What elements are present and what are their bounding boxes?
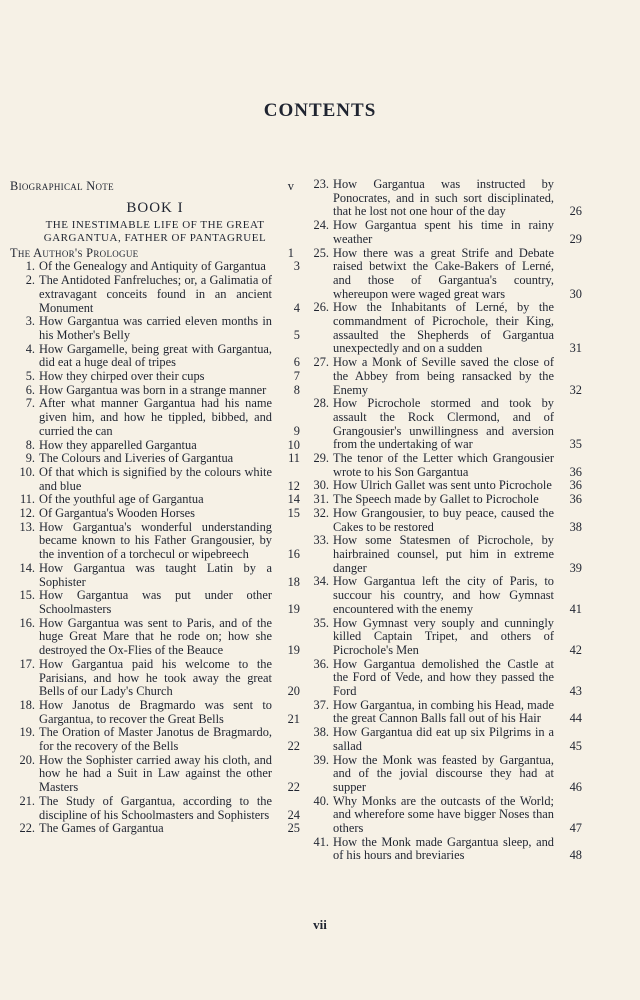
toc-entry — [304, 699, 582, 726]
chapter-entry-body — [333, 836, 582, 863]
chapter-title: How some Statesmen of Picrochole, by hairbrained counsel, put him in extreme danger — [333, 533, 554, 575]
chapter-number: 8. — [25, 437, 35, 452]
chapter-entry-body — [39, 699, 300, 726]
page-title: CONTENTS — [263, 100, 377, 121]
chapter-number: 20. — [19, 752, 35, 767]
chapter-number: 41. — [313, 834, 329, 849]
toc-column-left — [10, 178, 300, 836]
toc-entry — [304, 836, 582, 863]
chapter-number: 36. — [313, 656, 329, 671]
chapter-title: Of the youthful age of Gargantua — [39, 492, 204, 507]
chapter-page: 19 — [287, 643, 300, 658]
chapter-number: 38. — [313, 725, 329, 740]
chapter-entry-body — [333, 658, 582, 699]
chapter-number: 4. — [25, 341, 35, 356]
chapter-title: How the Inhabitants of Lerné, by the commandment of Picrochole, their King, assaulted the Shepherds of Gargantua unexpectedly and on a sudden — [333, 300, 554, 356]
book-heading: BOOK I — [126, 199, 184, 216]
chapter-title: The Antidoted Fanfreluches; or, a Galimatia of extravagant conceits found in an ancient Monument — [39, 273, 272, 315]
chapter-entry-body — [39, 466, 300, 493]
chapter-title: How Gargantua was sent to Paris, and of the huge Great Mare that he rode on; how she destroyed the Ox-Flies of the Beauce — [39, 615, 272, 658]
chapter-page: 48 — [569, 848, 582, 863]
chapter-page: 24 — [287, 807, 300, 822]
chapter-title: The Study of Gargantua, according to the discipline of his Schoolmasters and Sophisters — [39, 793, 272, 822]
toc-entry — [10, 397, 300, 438]
chapter-entry-body — [333, 247, 582, 302]
chapter-title: How the Monk was feasted by Gargantua, and of the jovial discourse they had at supper — [333, 752, 554, 794]
chapter-page: 47 — [569, 821, 582, 836]
chapter-entry-body — [39, 589, 300, 616]
prologue-label: The Author's Prologue — [10, 245, 139, 260]
chapter-page: 38 — [569, 519, 582, 534]
chapter-title: How Gargantua demolished the Castle at the Ford of Vede, and how they passed the Ford — [333, 656, 554, 699]
chapter-page: 43 — [569, 684, 582, 699]
chapter-entry-body — [39, 493, 300, 507]
chapter-title: Of that which is signified by the colours white and blue — [39, 464, 272, 493]
toc-entry — [304, 754, 582, 795]
chapter-number: 17. — [19, 656, 35, 671]
chapter-number: 28. — [313, 396, 329, 411]
chapter-number: 25. — [313, 245, 329, 260]
toc-entry — [304, 617, 582, 658]
chapter-page: 15 — [287, 506, 300, 521]
toc-entry — [304, 247, 582, 302]
chapter-number: 9. — [25, 451, 35, 466]
chapter-title: The Colours and Liveries of Gargantua — [39, 451, 234, 466]
chapter-title: How the Monk made Gargantua sleep, and of his hours and breviaries — [333, 834, 554, 863]
chapter-page: 16 — [287, 547, 300, 562]
chapter-number: 2. — [25, 273, 35, 288]
chapter-entry-body — [39, 315, 300, 342]
chapter-title: How Gargantua was taught Latin by a Sophister — [39, 560, 272, 589]
chapter-title: How Gargantua paid his welcome to the Parisians, and how he took away the great Bells of our Lady's Church — [39, 656, 272, 699]
chapter-entry-body — [333, 795, 582, 836]
chapter-page: 8 — [293, 382, 300, 397]
toc-entry — [10, 617, 300, 658]
chapter-page: 22 — [287, 780, 300, 795]
chapter-entry-body — [39, 452, 300, 466]
book-subtitle: THE INESTIMABLE LIFE OF THE GREAT GARGANTUA, FATHER OF PANTAGRUEL — [43, 218, 267, 244]
chapter-title: How Janotus de Bragmardo was sent to Gargantua, to recover the Great Bells — [39, 697, 272, 726]
chapter-number: 31. — [313, 492, 329, 507]
toc-entry — [304, 726, 582, 753]
chapter-entry-body — [39, 397, 300, 438]
chapter-page: 4 — [293, 300, 300, 315]
chapter-page: 20 — [287, 684, 300, 699]
chapter-entry-body — [333, 479, 582, 493]
toc-entry — [304, 356, 582, 397]
toc-entry — [10, 315, 300, 342]
chapter-title: How a Monk of Seville saved the close of the Abbey from being ransacked by the Enemy — [333, 355, 554, 397]
toc-entry — [304, 452, 582, 479]
chapter-number: 40. — [313, 793, 329, 808]
chapter-entry-body — [333, 699, 582, 726]
front-entry-label: Biographical Note — [10, 179, 114, 193]
toc-entry — [10, 795, 300, 822]
chapter-entry-body — [333, 219, 582, 246]
chapter-entry-body — [39, 507, 300, 521]
chapter-number: 22. — [19, 821, 35, 836]
chapter-page: 14 — [287, 492, 300, 507]
chapter-title: The Speech made by Gallet to Picrochole — [333, 492, 539, 507]
chapter-number: 12. — [19, 506, 35, 521]
chapter-page: 7 — [293, 369, 300, 384]
chapter-page: 30 — [569, 286, 582, 301]
chapter-number: 21. — [19, 793, 35, 808]
chapter-number: 6. — [25, 382, 35, 397]
chapter-page: 42 — [569, 642, 582, 657]
chapter-page: 9 — [293, 423, 300, 438]
chapter-title: How Picrochole stormed and took by assault the Rock Clermond, and of Grangousier's unwillingness and aversion from the undertaking of war — [333, 396, 554, 452]
chapter-entry-body — [39, 617, 300, 658]
chapter-title: How Gargantua's wonderful understanding became known to his Father Grangousier, by the invention of a torchecul or wipebreech — [39, 519, 272, 562]
chapter-number: 30. — [313, 478, 329, 493]
toc-entry — [304, 507, 582, 534]
chapter-number: 15. — [19, 588, 35, 603]
chapter-entry-body — [333, 178, 582, 219]
toc-entry — [10, 699, 300, 726]
toc-entry — [10, 822, 300, 836]
chapter-page: 10 — [287, 437, 300, 452]
chapter-page: 45 — [569, 738, 582, 753]
chapter-page: 25 — [287, 821, 300, 836]
chapter-page: 6 — [293, 355, 300, 370]
toc-entry — [10, 754, 300, 795]
chapter-entry-body — [333, 507, 582, 534]
chapter-entry-body — [39, 795, 300, 822]
chapter-page: 39 — [569, 560, 582, 575]
chapter-number: 26. — [313, 300, 329, 315]
chapter-number: 39. — [313, 752, 329, 767]
chapter-page: 35 — [569, 437, 582, 452]
chapter-page: 29 — [569, 231, 582, 246]
chapter-number: 3. — [25, 314, 35, 329]
chapter-entry-body — [39, 822, 300, 836]
chapter-title: How Gargantua did eat up six Pilgrims in a sallad — [333, 725, 554, 753]
toc-entry — [10, 562, 300, 589]
front-entry-page: v — [287, 179, 294, 193]
chapter-page: 11 — [288, 451, 300, 466]
toc-entry — [304, 795, 582, 836]
toc-entry — [10, 260, 300, 274]
chapter-title: After what manner Gargantua had his name given him, and how he tippled, bibbed, and curried the can — [39, 396, 272, 438]
toc-entry — [304, 534, 582, 575]
chapter-number: 33. — [313, 533, 329, 548]
chapter-page: 12 — [287, 478, 300, 493]
chapter-number: 19. — [19, 725, 35, 740]
chapter-number: 27. — [313, 355, 329, 370]
chapter-entry-body — [39, 521, 300, 562]
chapter-page: 44 — [569, 711, 582, 726]
chapter-title: The Games of Gargantua — [39, 821, 164, 836]
chapter-page: 46 — [569, 779, 582, 794]
chapter-page: 22 — [287, 739, 300, 754]
chapter-title: How Gargantua left the city of Paris, to succour his country, and how Gymnast encountered with the enemy — [333, 574, 554, 616]
chapter-entry-body — [333, 534, 582, 575]
chapter-entry-body — [333, 452, 582, 479]
chapter-page: 36 — [569, 464, 582, 479]
chapter-title: How Gargantua was instructed by Ponocrates, and in such sort disciplinated, that he lost not one hour of the day — [333, 177, 554, 219]
chapter-title: Why Monks are the outcasts of the World; and wherefore some have bigger Noses than others — [333, 793, 554, 836]
chapter-entry-body — [39, 754, 300, 795]
toc-entry — [304, 479, 582, 493]
chapter-page: 36 — [569, 492, 582, 507]
chapter-title: How Gargantua, in combing his Head, made the great Cannon Balls fall out of his Hair — [333, 697, 554, 726]
chapter-title: Of Gargantua's Wooden Horses — [39, 506, 195, 521]
chapter-number: 23. — [313, 177, 329, 191]
chapter-page: 32 — [569, 382, 582, 397]
prologue-page: 1 — [287, 245, 294, 260]
toc-entry — [304, 219, 582, 246]
chapter-entry-body — [333, 493, 582, 507]
chapter-entry-body — [39, 726, 300, 753]
toc-entry — [304, 397, 582, 452]
chapter-page: 3 — [293, 259, 300, 274]
chapter-title: How they chirped over their cups — [39, 369, 205, 384]
chapter-entry-body — [333, 397, 582, 452]
chapter-title: How Ulrich Gallet was sent unto Picrochole — [333, 478, 552, 493]
chapter-title: How Gargantua spent his time in rainy weather — [333, 218, 554, 246]
chapter-number: 7. — [25, 396, 35, 411]
toc-entry — [304, 493, 582, 507]
chapter-entry-body — [39, 562, 300, 589]
chapter-title: The Oration of Master Janotus de Bragmardo, for the recovery of the Bells — [39, 725, 272, 754]
chapter-number: 10. — [19, 464, 35, 479]
chapter-title: How Gargantua was put under other Schoolmasters — [39, 588, 272, 616]
toc-entry — [10, 589, 300, 616]
toc-entry — [10, 452, 300, 466]
toc-entry — [10, 343, 300, 370]
chapter-number: 13. — [19, 519, 35, 534]
chapter-page: 36 — [569, 478, 582, 493]
chapter-number: 37. — [313, 697, 329, 712]
chapter-entry-body — [39, 260, 300, 274]
chapter-page: 21 — [287, 711, 300, 726]
toc-entry — [10, 466, 300, 493]
chapter-entry-body — [333, 754, 582, 795]
chapter-number: 18. — [19, 697, 35, 712]
toc-entry — [10, 507, 300, 521]
chapter-number: 35. — [313, 615, 329, 630]
chapter-number: 24. — [313, 218, 329, 233]
chapter-entry-body — [333, 575, 582, 616]
chapter-number: 16. — [19, 615, 35, 630]
toc-entry — [304, 301, 582, 356]
chapter-page: 18 — [287, 574, 300, 589]
chapter-number: 11. — [19, 492, 35, 507]
chapter-title: How Gymnast very souply and cunningly killed Captain Tripet, and others of Picrochole's Men — [333, 615, 554, 657]
chapter-entry-body — [39, 343, 300, 370]
toc-entry — [10, 439, 300, 453]
chapter-number: 5. — [25, 369, 35, 384]
chapter-page: 5 — [293, 327, 300, 342]
chapter-entry-body — [39, 658, 300, 699]
toc-column-right — [304, 178, 582, 863]
chapter-entry-body — [333, 617, 582, 658]
chapter-entry-body — [39, 370, 300, 384]
chapter-title: How Gargantua was born in a strange manner — [39, 382, 267, 397]
chapter-number: 34. — [313, 574, 329, 589]
toc-entry — [304, 658, 582, 699]
toc-entry — [10, 658, 300, 699]
chapter-title: How Gargamelle, being great with Gargantua, did eat a huge deal of tripes — [39, 341, 272, 370]
chapter-entry-body — [333, 301, 582, 356]
toc-entry — [304, 178, 582, 219]
chapter-page: 19 — [287, 601, 300, 616]
chapter-number: 14. — [19, 560, 35, 575]
toc-entry — [10, 726, 300, 753]
toc-entry — [10, 370, 300, 384]
chapter-title: The tenor of the Letter which Grangousier wrote to his Son Gargantua — [333, 451, 554, 479]
chapter-entry-body — [333, 356, 582, 397]
chapter-title: Of the Genealogy and Antiquity of Gargantua — [39, 259, 266, 274]
toc-entry — [10, 274, 300, 315]
chapter-title: How Gargantua was carried eleven months in his Mother's Belly — [39, 314, 272, 342]
chapter-title: How there was a great Strife and Debate raised betwixt the Cake-Bakers of Lerné, and those of Gargantua's country, whereupon were waged great wars — [333, 245, 554, 301]
toc-entry — [10, 384, 300, 398]
chapter-number: 32. — [313, 505, 329, 520]
chapter-title: How they apparelled Gargantua — [39, 437, 197, 452]
toc-prologue-entry — [10, 247, 300, 261]
chapter-entry-body — [39, 439, 300, 453]
chapter-number: 1. — [25, 259, 35, 274]
chapter-page: 31 — [569, 341, 582, 356]
toc-entry — [10, 521, 300, 562]
chapter-entry-body — [39, 274, 300, 315]
chapter-page: 26 — [569, 204, 582, 219]
chapter-list-right — [304, 178, 582, 863]
chapter-page: 41 — [569, 601, 582, 616]
toc-front-entry — [10, 180, 300, 194]
chapter-title: How Grangousier, to buy peace, caused the Cakes to be restored — [333, 505, 554, 534]
chapter-number: 29. — [313, 451, 329, 466]
toc-entry — [10, 493, 300, 507]
chapter-list-left — [10, 260, 300, 836]
page-number: vii — [313, 917, 327, 932]
toc-entry — [304, 575, 582, 616]
chapter-title: How the Sophister carried away his cloth, and how he had a Suit in Law against the other Masters — [39, 752, 272, 795]
chapter-entry-body — [39, 384, 300, 398]
chapter-entry-body — [333, 726, 582, 753]
